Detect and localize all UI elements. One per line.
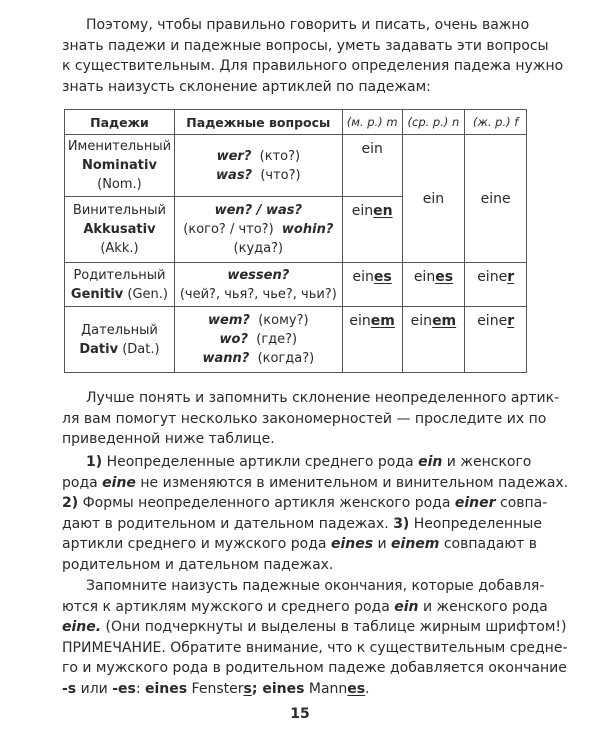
text-line: приведенной ниже таблице. xyxy=(62,431,275,447)
question-ru: (кого? / что?) xyxy=(183,222,274,237)
item-number: 2) xyxy=(62,495,79,511)
case-ru: Родительный xyxy=(73,267,166,283)
text-fragment: и xyxy=(373,536,392,552)
table-row xyxy=(65,263,527,307)
header-neuter: (ср. р.) n xyxy=(402,110,465,135)
text-fragment: рода xyxy=(62,474,103,491)
example-noun-stem: Fenster xyxy=(187,680,244,697)
article-stem: eine xyxy=(477,269,508,285)
ending: -s xyxy=(62,680,77,697)
text-fragment: Формы неопределенного артикля женского рода xyxy=(78,495,455,511)
header-masculine: (м. р.) m xyxy=(342,110,402,135)
article-stem: eine xyxy=(477,313,508,329)
article-ending: r xyxy=(507,269,515,285)
article-word: eines xyxy=(330,536,374,552)
question-de: wohin? xyxy=(281,222,334,237)
text-fragment: Запомните наизусть падежные окончания, которые добавля- xyxy=(86,578,545,594)
questions-cell xyxy=(174,135,342,197)
question-de: wann? xyxy=(202,351,250,366)
text-fragment: и женского рода xyxy=(418,598,548,615)
intro-paragraph xyxy=(62,15,564,97)
page-number: 15 xyxy=(290,706,310,722)
case-ru: Винительный xyxy=(72,203,166,218)
article-f xyxy=(465,307,527,373)
intro-line: знать падежи и падежные вопросы, уметь задавать эти вопросы xyxy=(62,37,549,54)
case-abbr: (Dat.) xyxy=(122,341,160,357)
text-fragment: дают в родительном и дательном падежах. xyxy=(62,515,394,532)
article-m xyxy=(342,197,402,263)
example-noun-ending: es xyxy=(347,680,366,697)
article-stem: ein xyxy=(413,269,436,285)
question-de: wer? xyxy=(216,148,252,164)
article-ending: r xyxy=(507,313,515,329)
text-fragment: го и мужского рода в родительном падеже добавляется окончание xyxy=(62,660,567,676)
case-cell xyxy=(65,197,175,263)
question-ru: (когда?) xyxy=(257,351,315,366)
question-ru: (кому?) xyxy=(258,313,309,328)
text-fragment: или xyxy=(76,680,113,697)
question-ru: (куда?) xyxy=(233,241,284,256)
article-m: ein xyxy=(342,135,402,197)
example-article: eines xyxy=(145,680,188,697)
text-fragment: ются к артиклям мужского и среднего рода xyxy=(62,598,395,615)
article-word: eine. xyxy=(62,619,102,635)
article-word: ein xyxy=(418,454,443,470)
case-ru: Именительный xyxy=(67,139,172,154)
article-m xyxy=(342,263,402,307)
text-fragment: родительном и дательном падежах. xyxy=(62,556,334,573)
header-feminine: (ж. р.) f xyxy=(465,110,527,135)
article-ending: em xyxy=(370,313,395,329)
case-cell xyxy=(65,135,175,197)
header-cases: Падежи xyxy=(65,110,175,135)
example-article: eines xyxy=(257,680,305,697)
question-ru: (чей?, чья?, чье?, чьи?) xyxy=(179,286,337,302)
paragraph-endings xyxy=(62,576,568,699)
article-stem: ein xyxy=(349,313,371,329)
article-stem: ein xyxy=(410,313,433,329)
question-de: wen? / was? xyxy=(214,203,303,218)
text-fragment: : xyxy=(135,680,146,697)
case-de: Nominativ xyxy=(81,158,157,173)
article-n: ein xyxy=(402,135,465,263)
question-de: was? xyxy=(216,167,253,183)
questions-cell xyxy=(174,197,342,263)
article-word: ein xyxy=(394,598,419,615)
paragraph-patterns-intro xyxy=(62,388,560,450)
punctuation: ; xyxy=(251,680,258,697)
article-ending: em xyxy=(432,313,457,329)
paragraph-patterns xyxy=(62,452,569,575)
article-f xyxy=(465,263,527,307)
article-word: eine xyxy=(102,474,136,491)
declension-table xyxy=(64,109,527,373)
example-noun-stem: Mann xyxy=(304,680,348,697)
article-word: einem xyxy=(391,536,440,552)
ending: -es xyxy=(112,680,136,697)
intro-line: к существительным. Для правильного определения падежа нужно xyxy=(62,58,564,74)
text-fragment: совпадают в xyxy=(439,536,537,552)
table-row xyxy=(65,135,527,197)
article-n xyxy=(402,307,465,373)
article-stem: ein xyxy=(352,269,374,285)
text-fragment: (Они подчеркнуты и выделены в таблице жирным шрифтом!) xyxy=(101,619,567,635)
questions-cell xyxy=(174,263,342,307)
text-fragment: Неопределенные артикли среднего рода xyxy=(102,454,419,470)
example-noun-ending: s xyxy=(243,680,252,697)
text-fragment: не изменяются в именительном и винительном падежах. xyxy=(135,474,569,491)
case-de: Akkusativ xyxy=(83,222,156,237)
text-line: ля вам помогут несколько закономерностей — проследите их по xyxy=(62,410,547,427)
table-row xyxy=(65,307,527,373)
text-line: Лучше понять и запомнить склонение неопределенного артик- xyxy=(86,390,560,406)
item-number: 1) xyxy=(86,454,103,470)
text-fragment: совпа- xyxy=(495,495,548,511)
case-ru: Дательный xyxy=(81,322,158,338)
article-n xyxy=(402,263,465,307)
article-ending: es xyxy=(373,269,392,285)
case-abbr: (Nom.) xyxy=(97,177,142,192)
article-stem: ein xyxy=(351,203,374,219)
case-de: Dativ xyxy=(79,341,119,357)
intro-line: знать наизусть склонение артиклей по падежам: xyxy=(62,78,431,95)
article-m xyxy=(342,307,402,373)
intro-line: Поэтому, чтобы правильно говорить и писать, очень важно xyxy=(86,17,530,33)
item-number: 3) xyxy=(393,515,410,532)
question-de: wem? xyxy=(208,313,250,328)
case-abbr: (Akk.) xyxy=(100,241,139,256)
article-f: eine xyxy=(465,135,527,263)
question-de: wo? xyxy=(219,332,248,347)
text-fragment: Неопределенные xyxy=(409,515,542,532)
question-ru: (что?) xyxy=(260,167,301,183)
case-cell xyxy=(65,307,175,373)
text-fragment: артикли среднего и мужского рода xyxy=(62,536,331,552)
text-fragment: и женского xyxy=(442,454,532,470)
table-header-row xyxy=(65,110,527,135)
case-cell xyxy=(65,263,175,307)
text-fragment: ПРИМЕЧАНИЕ. Обратите внимание, что к существительным средне- xyxy=(62,639,568,656)
case-abbr: (Gen.) xyxy=(127,286,168,302)
article-word: einer xyxy=(454,495,496,511)
question-de: wessen? xyxy=(227,267,290,283)
question-ru: (где?) xyxy=(256,332,298,347)
question-ru: (кто?) xyxy=(259,148,301,164)
article-ending: en xyxy=(373,203,393,219)
questions-cell xyxy=(174,307,342,373)
punctuation: . xyxy=(365,680,370,697)
article-ending: es xyxy=(435,269,454,285)
header-questions: Падежные вопросы xyxy=(174,110,342,135)
case-de: Genitiv xyxy=(70,286,124,302)
